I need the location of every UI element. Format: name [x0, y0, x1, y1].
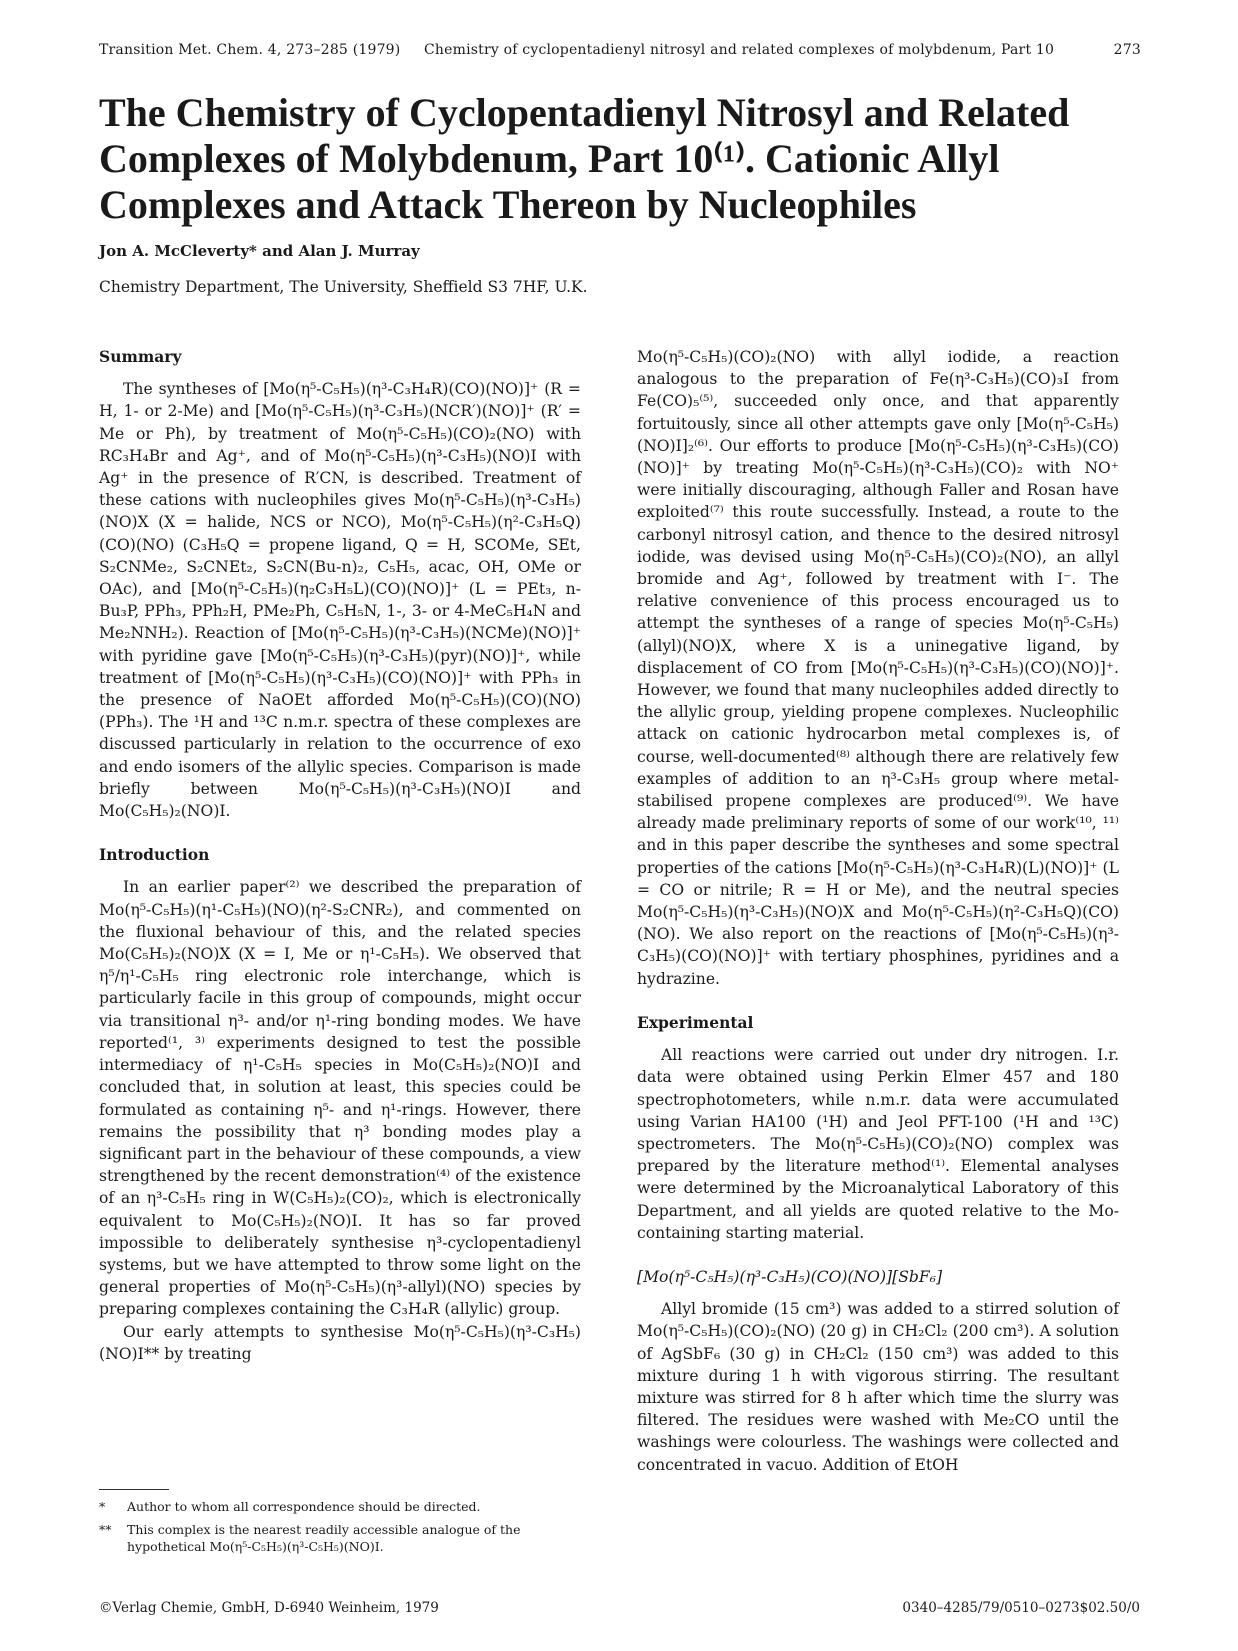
copyright-notice: ©Verlag Chemie, GmbH, D-6940 Weinheim, 1979 [99, 1600, 439, 1616]
experimental-heading: Experimental [637, 1012, 754, 1032]
running-title: Chemistry of cyclopentadienyl nitrosyl and related complexes of molybdenum, Part 10 [424, 42, 1055, 58]
introduction-heading: Introduction [99, 845, 210, 865]
authors: Jon A. McCleverty* and Alan J. Murray [99, 242, 420, 260]
right-column [637, 346, 1119, 1476]
footnotes [99, 1489, 581, 1561]
footnote-text: Author to whom all correspondence should be directed. [127, 1499, 481, 1514]
compound-heading: [Mo(η⁵-C₅H₅)(η³-C₃H₅)(CO)(NO)][SbF₆] [637, 1267, 943, 1286]
introduction-paragraph-1: In an earlier paper⁽²⁾ we described the preparation of Mo(η⁵-C₅H₅)(η¹-C₅H₅)(NO)(η²-S₂CNR₂), and commented on the fluxional behaviour of this, and the related species Mo(C₅H₅)₂(NO)X (X = I, Me or η¹-C₅H₅). We observed that η⁵/η¹-C₅H₅ ring electronic role interchange, which is particularly facile in this group of compounds, might occur via transitional η³- and/or η¹-ring bonding modes. We have reported⁽¹, ³⁾ experiments designed to test the possible intermediacy of η¹-C₅H₅ species in Mo(C₅H₅)₂(NO)I and concluded that, in solution at least, this species could be formulated as containing η⁵- and η¹-rings. However, there remains the possibility that η³ bonding modes play a significant part in the behaviour of these compounds, a view strengthened by the recent demonstration⁽⁴⁾ of the existence of an η³-C₅H₅ ring in W(C₅H₅)₂(CO)₂, which is electronically equivalent to Mo(C₅H₅)₂(NO)I. It has so far proved impossible to deliberately synthesise η³-cyclopentadienyl systems, but we have attempted to throw some light on the general properties of Mo(η⁵-C₅H₅)(η³-allyl)(NO) species by preparing complexes containing the C₃H₄R (allylic) group. [99, 878, 581, 1319]
summary-heading: Summary [99, 347, 182, 366]
journal-citation: Transition Met. Chem. 4, 273–285 (1979) [99, 42, 401, 58]
introduction-paragraph-3: Mo(η⁵-C₅H₅)(CO)₂(NO) with allyl iodide, a reaction analogous to the preparation of Fe(η³-C₃H₅)(CO)₃I from Fe(CO)₅⁽⁵⁾, succeeded only once, and that apparently fortuitously, since all other attempts gave only [Mo(η⁵-C₅H₅)(NO)I]₂⁽⁶⁾. Our efforts to produce [Mo(η⁵-C₅H₅)(η³-C₃H₅)(CO)(NO)]⁺ by treating Mo(η⁵-C₅H₅)(η³-C₃H₅)(CO)₂ with NO⁺ were initially discouraging, although Faller and Rosan have exploited⁽⁷⁾ this route successfully. Instead, a route to the carbonyl nitrosyl cation, and thence to the desired nitrosyl iodide, was devised using Mo(η⁵-C₅H₅)(CO)₂(NO), an allyl bromide and Ag⁺, followed by treatment with I⁻. The relative convenience of this process encouraged us to attempt the syntheses of a range of species Mo(η⁵-C₅H₅)(allyl)(NO)X, where X is a uninegative ligand, by displacement of CO from [Mo(η⁵-C₅H₅)(η³-C₃H₅)(CO)(NO)]⁺. However, we found that many nucleophiles added directly to the allylic group, yielding propene complexes. Nucleophilic attack on cationic hydrocarbon metal complexes is, of course, well-documented⁽⁸⁾ although there are relatively few examples of addition to an η³-C₃H₅ group where metal-stabilised propene complexes are produced⁽⁹⁾. We have already made preliminary reports of some of our work⁽¹⁰, ¹¹⁾ and in this paper describe the syntheses and some spectral properties of the cations [Mo(η⁵-C₅H₅)(η³-C₃H₄R)(L)(NO)]⁺ (L = CO or nitrile; R = H or Me), and the neutral species Mo(η⁵-C₅H₅)(η³-C₃H₅)(NO)X and Mo(η⁵-C₅H₅)(η²-C₃H₅Q)(CO)(NO). We also report on the reactions of [Mo(η⁵-C₅H₅)(η³-C₃H₅)(CO)(NO)]⁺ with tertiary phosphines, pyridines and a hydrazine. [637, 348, 1119, 988]
page-number: 273 [1113, 42, 1141, 58]
footnote [99, 1498, 581, 1515]
summary-text: The syntheses of [Mo(η⁵-C₅H₅)(η³-C₃H₄R)(CO)(NO)]⁺ (R = H, 1- or 2-Me) and [Mo(η⁵-C₅H₅)(η³-C₃H₅)(NCR′)(NO)]⁺ (R′ = Me or Ph), by treatment of Mo(η⁵-C₅H₅)(CO)₂(NO) with RC₃H₄Br and Ag⁺, and of Mo(η⁵-C₅H₅)(η³-C₃H₅)(NO)I with Ag⁺ in the presence of R′CN, is described. Treatment of these cations with nucleophiles gives Mo(η⁵-C₅H₅)(η³-C₃H₅)(NO)X (X = halide, NCS or NCO), Mo(η⁵-C₅H₅)(η²-C₃H₅Q)(CO)(NO) (C₃H₅Q = propene ligand, Q = H, SCOMe, SEt, S₂CNMe₂, S₂CNEt₂, S₂CN(Bu-n)₂, C₅H₅, acac, OH, OMe or OAc), and [Mo(η⁵-C₅H₅)(η₂C₃H₅L)(CO)(NO)]⁺ (L = PEt₃, n-Bu₃P, PPh₃, PPh₂H, PMe₂Ph, C₅H₅N, 1-, 3- or 4-MeC₅H₄N and Me₂NNH₂). Reaction of [Mo(η⁵-C₅H₅)(η³-C₃H₅)(NCMe)(NO)]⁺ with pyridine gave [Mo(η⁵-C₅H₅)(η³-C₃H₅)(pyr)(NO)]⁺, while treatment of [Mo(η⁵-C₅H₅)(η³-C₃H₅)(CO)(NO)]⁺ with PPh₃ in the presence of NaOEt afforded Mo(η⁵-C₅H₅)(CO)(NO)(PPh₃). The ¹H and ¹³C n.m.r. spectra of these complexes are discussed particularly in relation to the occurrence of exo and endo isomers of the allylic species. Comparison is made briefly between Mo(η⁵-C₅H₅)(η³-C₃H₅)(NO)I and Mo(C₅H₅)₂(NO)I. [99, 380, 581, 821]
introduction-paragraph-2: Our early attempts to synthesise Mo(η⁵-C₅H₅)(η³-C₃H₅)(NO)I** by treating [99, 1322, 581, 1363]
experimental-paragraph-1: All reactions were carried out under dry nitrogen. I.r. data were obtained using Perkin Elmer 457 and 180 spectrophotometers, while n.m.r. data were accumulated using Varian HA100 (¹H) and Jeol PFT-100 (¹H and ¹³C) spectrometers. The Mo(η⁵-C₅H₅)(CO)₂(NO) complex was prepared by the literature method⁽¹⁾. Elemental analyses were determined by the Microanalytical Laboratory of this Department, and all yields are quoted relative to the Mo-containing starting material. [637, 1046, 1119, 1242]
footnote-rule [99, 1489, 169, 1490]
article-code: 0340–4285/79/0510–0273$02.50/0 [902, 1600, 1140, 1616]
footnote-text: This complex is the nearest readily accessible analogue of the hypothetical Mo(η⁵-C₅H₅)(η³-C₅H₅)(NO)I. [127, 1522, 521, 1554]
left-column [99, 346, 581, 1365]
footnote [99, 1521, 581, 1555]
article-title: The Chemistry of Cyclopentadienyl Nitrosyl and Related Complexes of Molybdenum, Part 10⁽¹⁾. Cationic Allyl Complexes and Attack Thereon by Nucleophiles [99, 90, 1070, 227]
experimental-paragraph-2: Allyl bromide (15 cm³) was added to a stirred solution of Mo(η⁵-C₅H₅)(CO)₂(NO) (20 g) in CH₂Cl₂ (200 cm³). A solution of AgSbF₆ (30 g) in CH₂Cl₂ (150 cm³) was added to this mixture during 1 h with vigorous stirring. The resultant mixture was stirred for 8 h after which time the slurry was filtered. The residues were washed with Me₂CO until the washings were colourless. The washings were collected and concentrated in vacuo. Addition of EtOH [637, 1300, 1119, 1474]
footnote-mark: * [99, 1499, 106, 1514]
footnote-mark: ** [99, 1522, 112, 1537]
affiliation: Chemistry Department, The University, Sheffield S3 7HF, U.K. [99, 278, 588, 296]
running-head [99, 42, 1141, 58]
